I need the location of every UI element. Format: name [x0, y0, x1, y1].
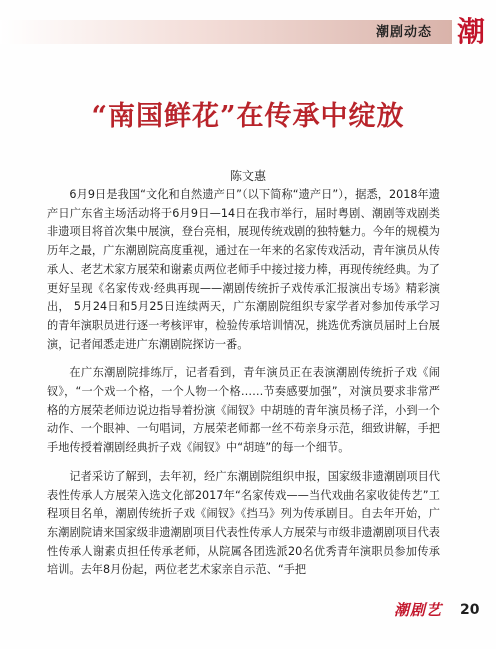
paragraph-3: 记者采访了解到，去年初，经广东潮剧院组织申报，国家级非遗潮剧项目代表性传承人方展荣入选文化部2017年“名家传戏——当代戏曲名家收徒传艺”工程项目名单，潮剧传统折子戏《闹钗》《挡马》列为传承剧目。自去年开始，广东潮剧院请来国家级非遗潮剧项目代表性传承人方展荣与市级非遗潮剧项目代表性传承人谢素贞担任传承老师，从院属各团选派20名优秀青年演职员参加传承培训。去年8月份起，两位老艺术家亲自示范、“手把: [47, 469, 440, 577]
article-body: [47, 186, 440, 580]
article-author: 陈文惠: [229, 169, 266, 183]
article-headline: “南国鲜花”在传承中绽放: [91, 101, 405, 132]
page-number: 20: [460, 602, 480, 618]
paragraph-1: 6月9日是我国“文化和自然遗产日”（以下简称“遗产日”），据悉，2018年遗产日广东省主场活动将于6月9日—14日在我市举行，届时粤剧、潮剧等戏剧类非遗项目将首次集中展演，登台亮相，展现传统戏剧的独特魅力。今年的规模为历年之最，广东潮剧院高度重视，通过在一年来的名家传戏活动，青年演员从传承人、老艺术家方展荣和谢素贞两位老师手中接过接力棒，再现传统经典。为了更好呈现《名家传戏·经典再现——潮剧传统折子戏传承汇报演出专场》精彩演出， 5月24日和5月25日连续两天，广东潮剧院组织专家学者对参加传承学习的青年演职员进行逐一考核评审，检验传承培训情况，挑选优秀演员届时上台展演，记者闻悉走进广东潮剧院探访一番。: [47, 188, 440, 351]
section-title: 潮剧动态: [376, 25, 433, 40]
magazine-logo: 潮剧艺: [394, 601, 443, 619]
paragraph-2: 在广东潮剧院排练厅，记者看到，青年演员正在表演潮剧传统折子戏《闹钗》，“一个戏一个格，一个人物一个格……节奏感要加强”，对演员要求非常严格的方展荣老师边说边指导着扮演《闹钗》中胡琏的青年演员杨子洋，小到一个动作、一个眼神、一句唱词，方展荣老师都一丝不苟亲身示范，细致讲解，手把手地传授着潮剧经典折子戏《闹钗》中“胡琏”的每一个细节。: [47, 366, 440, 455]
section-logo-icon: 潮: [456, 15, 485, 48]
